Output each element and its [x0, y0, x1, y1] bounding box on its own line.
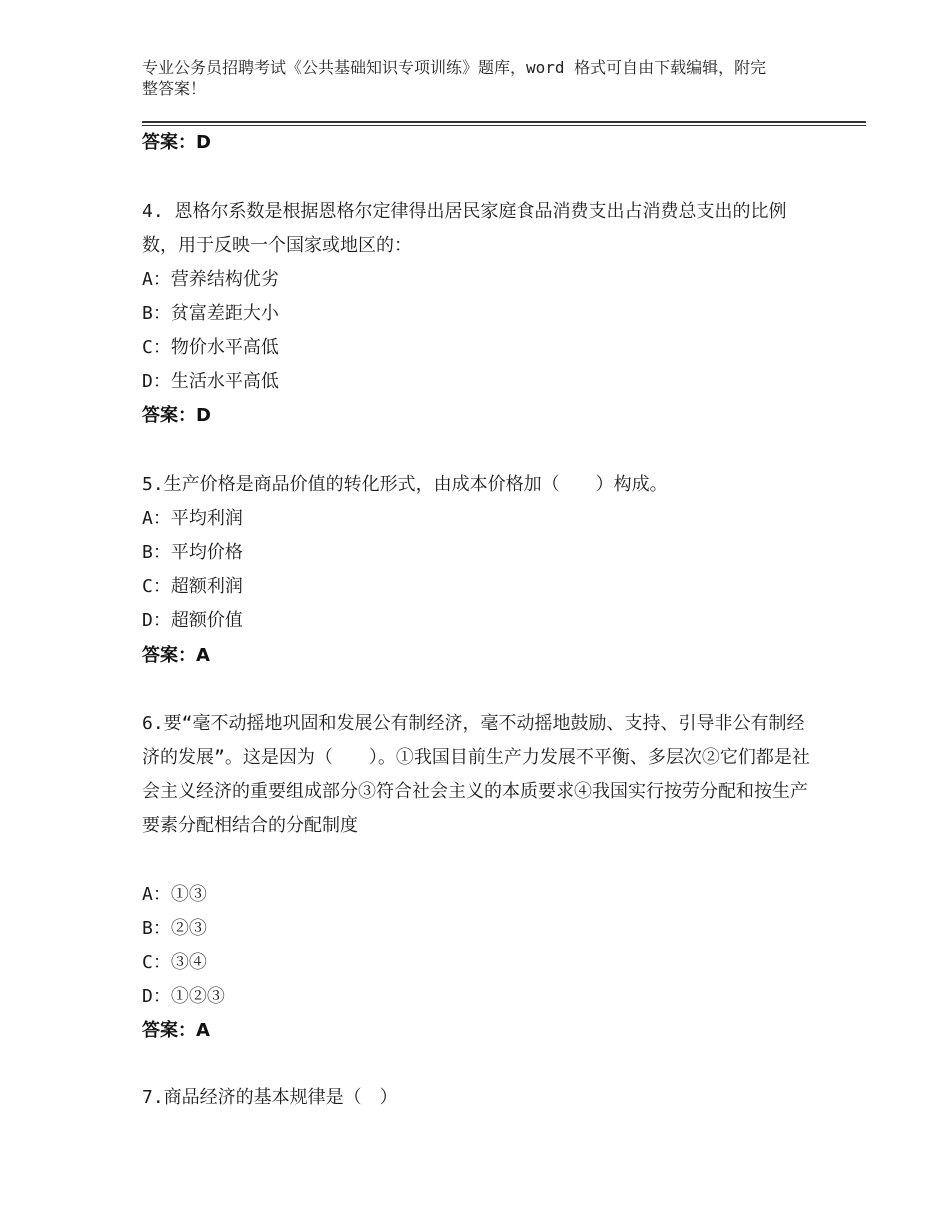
q5-option-b: B：平均价格 — [142, 542, 243, 563]
answer-q4: 答案：D — [142, 405, 211, 426]
q4-option-c: C：物价水平高低 — [142, 337, 279, 358]
q4-option-d: D：生活水平高低 — [142, 371, 279, 392]
question-7-stem: 7.商品经济的基本规律是（ ） — [142, 1087, 398, 1108]
answer-q3: 答案：D — [142, 132, 211, 153]
q6-option-b: B：②③ — [142, 918, 207, 939]
q4-option-b: B：贫富差距大小 — [142, 303, 279, 324]
question-4-stem: 4. 恩格尔系数是根据恩格尔定律得出居民家庭食品消费支出占消费总支出的比例数，用于反映一个国家或地区的： — [142, 201, 787, 256]
q6-option-d: D：①②③ — [142, 986, 225, 1007]
answer-q5: 答案：A — [142, 645, 210, 666]
q6-option-a: A：①③ — [142, 884, 207, 905]
header-rule-thin — [142, 125, 866, 126]
page-header: 专业公务员招聘考试《公共基础知识专项训练》题库，word 格式可自由下载编辑，附完整答案！ — [142, 58, 767, 98]
q6-option-c: C：③④ — [142, 952, 207, 973]
q4-option-a: A：营养结构优劣 — [142, 269, 279, 290]
q5-option-d: D：超额价值 — [142, 610, 243, 631]
q5-option-c: C：超额利润 — [142, 576, 243, 597]
question-5-stem: 5.生产价格是商品价值的转化形式，由成本价格加（ ）构成。 — [142, 474, 668, 495]
header-rule-thick — [142, 121, 866, 123]
answer-q6: 答案：A — [142, 1020, 210, 1041]
question-6-stem: 6.要“毫不动摇地巩固和发展公有制经济，毫不动摇地鼓励、支持、引导非公有制经济的发展”。这是因为（ ）。①我国目前生产力发展不平衡、多层次②它们都是社会主义经济的重要组成部分③符合社会主义的本质要求④我国实行按劳分配和按生产要素分配相结合的分配制度 — [142, 713, 810, 836]
q5-option-a: A：平均利润 — [142, 508, 243, 529]
